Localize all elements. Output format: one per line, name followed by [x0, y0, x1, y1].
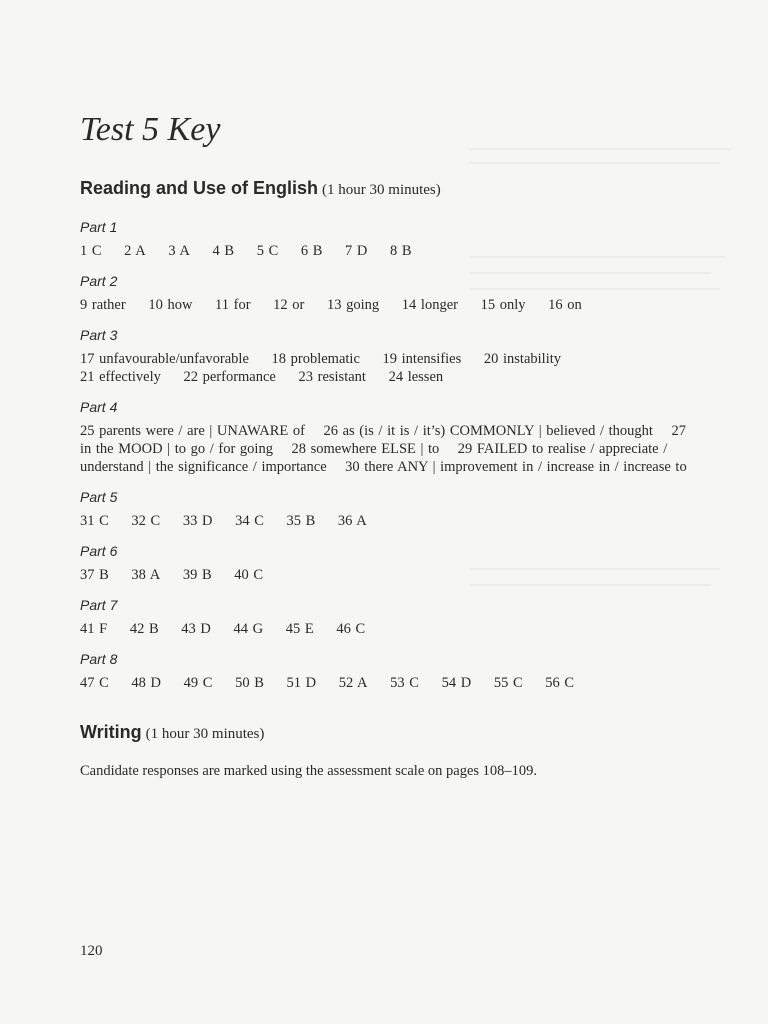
- page-number: 120: [80, 943, 103, 959]
- answer: 14 longer: [401, 297, 458, 313]
- answer: 44 G: [233, 621, 264, 637]
- answer: 12 or: [273, 297, 305, 313]
- answer: 45 E: [285, 621, 314, 637]
- answer: 6 B: [300, 243, 323, 259]
- page-title: Test 5 Key: [80, 111, 221, 148]
- answer: 53 C: [390, 675, 419, 691]
- part-8-answers: [80, 674, 720, 692]
- part-2-label: Part 2: [80, 273, 118, 289]
- answer: 4 B: [212, 243, 235, 259]
- answer: 15 only: [480, 297, 526, 313]
- answer: 11 for: [215, 297, 251, 313]
- answer: 8 B: [390, 243, 412, 259]
- answer: 35 B: [286, 513, 316, 529]
- answer: 18 problematic: [271, 351, 360, 367]
- answer: 40 C: [234, 567, 264, 583]
- reading-section-heading: [80, 174, 720, 204]
- part-7-label: Part 7: [80, 597, 118, 613]
- answer: 3 A: [168, 243, 190, 259]
- answer: 21 effectively: [80, 369, 161, 385]
- answer: 23 resistant: [298, 369, 366, 385]
- part-3-line-1: [80, 350, 720, 368]
- part-6-answers: [80, 566, 720, 584]
- answer: 42 B: [129, 621, 159, 637]
- answer: 51 D: [286, 675, 317, 691]
- answer: 38 A: [131, 567, 161, 583]
- reading-heading: Reading and Use of English: [80, 178, 319, 198]
- answer: 2 A: [124, 243, 146, 259]
- writing-text: Candidate responses are marked using the assessment scale on pages 108–109.: [80, 763, 538, 779]
- answer: 36 A: [337, 513, 367, 529]
- answer: 7 D: [345, 243, 368, 259]
- answer: 41 F: [80, 621, 108, 637]
- answer: 13 going: [327, 297, 380, 313]
- answer: 20 instability: [483, 351, 562, 367]
- answer: 31 C: [80, 513, 109, 529]
- answer: 17 unfavourable/unfavorable: [80, 351, 249, 367]
- part-4-answers: 25 parents were / are | UNAWARE of 26 as (is / it is / it’s) COMMONLY | believed / thought 27 in the MOOD | to go / for going 28 somewhere ELSE | to 29 FAILED to realise / appreciate / understand | the significance / importance 30 there ANY | improvement in / increase in / increase to: [80, 423, 691, 475]
- answer: 19 intensifies: [382, 351, 462, 367]
- answer: 54 D: [441, 675, 472, 691]
- writing-section-heading: [80, 718, 720, 748]
- answer: 5 C: [256, 243, 279, 259]
- answer: 49 C: [183, 675, 213, 691]
- part-5-label: Part 5: [80, 489, 118, 505]
- part-1-label: Part 1: [80, 219, 118, 235]
- answer: 48 D: [131, 675, 162, 691]
- answer: 22 performance: [183, 369, 276, 385]
- answer: 52 A: [338, 675, 368, 691]
- reading-duration: (1 hour 30 minutes): [322, 182, 441, 198]
- part-5-answers: [80, 512, 720, 530]
- part-7-answers: [80, 620, 720, 638]
- answer-key-page: [80, 108, 720, 780]
- part-2-answers: [80, 296, 720, 314]
- answer: 39 B: [182, 567, 212, 583]
- part-8-label: Part 8: [80, 651, 118, 667]
- answer: 55 C: [493, 675, 523, 691]
- answer: 10 how: [148, 297, 193, 313]
- answer: 24 lessen: [388, 369, 444, 385]
- answer: 33 D: [182, 513, 213, 529]
- answer: 47 C: [80, 675, 109, 691]
- part-3-label: Part 3: [80, 327, 118, 343]
- answer: 43 D: [181, 621, 211, 637]
- answer: 46 C: [336, 621, 366, 637]
- part-1-answers: [80, 242, 720, 260]
- answer: 32 C: [131, 513, 161, 529]
- answer: 56 C: [545, 675, 575, 691]
- answer: 37 B: [80, 567, 109, 583]
- writing-heading: Writing: [80, 722, 142, 742]
- part-4-label: Part 4: [80, 399, 118, 415]
- part-6-label: Part 6: [80, 543, 118, 559]
- writing-duration: (1 hour 30 minutes): [145, 726, 265, 742]
- answer: 50 B: [235, 675, 264, 691]
- answer: 34 C: [235, 513, 264, 529]
- answer: 16 on: [548, 297, 582, 313]
- part-3-line-2: [80, 368, 720, 386]
- answer: 1 C: [80, 243, 102, 259]
- part-3-answers: [80, 350, 720, 386]
- answer: 9 rather: [80, 297, 126, 313]
